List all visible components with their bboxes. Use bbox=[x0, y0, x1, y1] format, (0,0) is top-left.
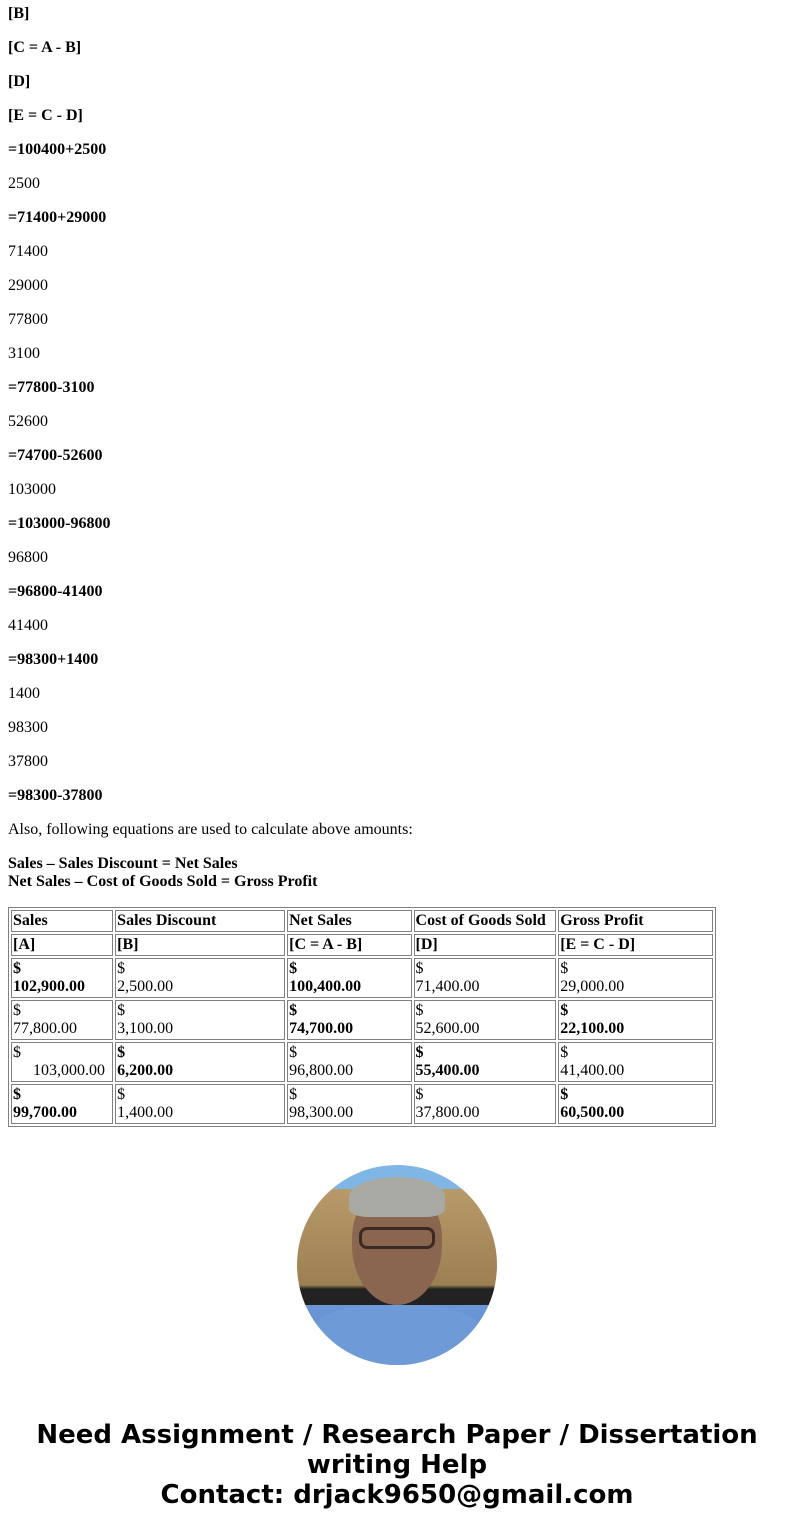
amount-cell bbox=[287, 1000, 411, 1040]
calc-line bbox=[8, 243, 786, 261]
gross-profit-table bbox=[8, 907, 716, 1127]
header-cell: [C = A - B] bbox=[287, 934, 411, 956]
amount-cell bbox=[287, 958, 411, 998]
equation-net-sales: Sales – Sales Discount = Net Sales bbox=[8, 855, 238, 872]
header-cell: [E = C - D] bbox=[558, 934, 713, 956]
calc-line bbox=[8, 345, 786, 363]
contact-email[interactable]: Contact: drjack9650@gmail.com bbox=[160, 1480, 634, 1510]
currency-symbol: $ bbox=[560, 960, 569, 977]
calc-line-text: =100400+2500 bbox=[8, 141, 107, 158]
calc-line-text: =96800-41400 bbox=[8, 583, 103, 600]
calc-line-text: =77800-3100 bbox=[8, 379, 95, 396]
calc-line bbox=[8, 413, 786, 431]
header-cell: Net Sales bbox=[287, 910, 411, 932]
calc-line-text: 98300 bbox=[8, 719, 48, 736]
amount: 3,100.00 bbox=[117, 1020, 174, 1037]
amount-cell bbox=[414, 1042, 557, 1082]
calc-line bbox=[8, 617, 786, 635]
calc-line bbox=[8, 39, 786, 57]
calc-line-text: [C = A - B] bbox=[8, 39, 82, 56]
calc-line-text: =74700-52600 bbox=[8, 447, 103, 464]
currency-symbol: $ bbox=[289, 1086, 298, 1103]
calc-line bbox=[8, 719, 786, 737]
calc-line-text: [D] bbox=[8, 73, 31, 90]
amount: 29,000.00 bbox=[560, 978, 625, 995]
currency-symbol: $ bbox=[13, 1002, 21, 1019]
currency-symbol: $ bbox=[289, 1002, 298, 1019]
amount-cell bbox=[11, 1084, 113, 1124]
calc-line-text: 37800 bbox=[8, 753, 48, 770]
amount: 103,000.00 bbox=[33, 1062, 105, 1079]
equations bbox=[8, 855, 786, 891]
amount: 71,400.00 bbox=[415, 978, 480, 995]
table-row bbox=[11, 1000, 713, 1040]
calc-line bbox=[8, 515, 786, 533]
currency-symbol: $ bbox=[117, 1086, 126, 1103]
amount: 100,400.00 bbox=[289, 978, 362, 995]
amount: 99,700.00 bbox=[13, 1104, 77, 1121]
amount-cell bbox=[115, 1084, 285, 1124]
calc-line-text: [E = C - D] bbox=[8, 107, 83, 124]
calc-line-text: 52600 bbox=[8, 413, 48, 430]
calc-line-text: =98300+1400 bbox=[8, 651, 99, 668]
currency-symbol: $ bbox=[289, 960, 298, 977]
amount-cell bbox=[414, 958, 557, 998]
banner-line-2: writing Help bbox=[306, 1450, 488, 1480]
header-cell: [A] bbox=[11, 934, 113, 956]
header-cell: Gross Profit bbox=[558, 910, 713, 932]
currency-symbol: $ bbox=[560, 1002, 569, 1019]
calc-line-text: [B] bbox=[8, 5, 30, 22]
amount-cell bbox=[115, 1042, 285, 1082]
calc-line-text: 1400 bbox=[8, 685, 40, 702]
calc-line-text: 96800 bbox=[8, 549, 48, 566]
amount: 77,800.00 bbox=[13, 1020, 77, 1037]
amount-cell bbox=[414, 1000, 557, 1040]
calc-line bbox=[8, 175, 786, 193]
currency-symbol: $ bbox=[560, 1086, 569, 1103]
amount: 37,800.00 bbox=[415, 1104, 480, 1121]
amount-cell bbox=[287, 1042, 411, 1082]
calc-line-text: 71400 bbox=[8, 243, 48, 260]
amount-cell bbox=[558, 958, 713, 998]
header-row bbox=[11, 910, 713, 932]
header-cell: [B] bbox=[115, 934, 285, 956]
calc-line bbox=[8, 787, 786, 805]
currency-symbol: $ bbox=[13, 1044, 21, 1061]
amount: 2,500.00 bbox=[117, 978, 174, 995]
calc-line bbox=[8, 651, 786, 669]
calc-line-text: =103000-96800 bbox=[8, 515, 111, 532]
header-row bbox=[11, 934, 713, 956]
amount: 98,300.00 bbox=[289, 1104, 354, 1121]
calc-line bbox=[8, 209, 786, 227]
calc-line bbox=[8, 141, 786, 159]
calc-line bbox=[8, 685, 786, 703]
amount: 1,400.00 bbox=[117, 1104, 174, 1121]
amount: 102,900.00 bbox=[13, 978, 85, 995]
amount: 96,800.00 bbox=[289, 1062, 354, 1079]
equation-gross-profit: Net Sales – Cost of Goods Sold = Gross Profit bbox=[8, 873, 318, 890]
amount: 41,400.00 bbox=[560, 1062, 625, 1079]
currency-symbol: $ bbox=[117, 960, 126, 977]
calc-line-text: 41400 bbox=[8, 617, 48, 634]
amount-cell bbox=[11, 1000, 113, 1040]
table-row bbox=[11, 1084, 713, 1124]
calc-line-text: =98300-37800 bbox=[8, 787, 103, 804]
calc-line-text: 77800 bbox=[8, 311, 48, 328]
amount-cell bbox=[558, 1042, 713, 1082]
header-cell: Cost of Goods Sold bbox=[414, 910, 557, 932]
currency-symbol: $ bbox=[13, 1086, 21, 1103]
currency-symbol: $ bbox=[415, 960, 424, 977]
calc-line bbox=[8, 549, 786, 567]
amount-cell bbox=[558, 1084, 713, 1124]
amount: 52,600.00 bbox=[415, 1020, 480, 1037]
calc-line-text: 2500 bbox=[8, 175, 40, 192]
currency-symbol: $ bbox=[415, 1002, 424, 1019]
table-row bbox=[11, 958, 713, 998]
amount-cell bbox=[115, 958, 285, 998]
banner-line-1: Need Assignment / Research Paper / Dissertation bbox=[36, 1420, 758, 1450]
amount: 55,400.00 bbox=[415, 1062, 480, 1079]
table-row bbox=[11, 1042, 713, 1082]
amount-cell bbox=[287, 1084, 411, 1124]
currency-symbol: $ bbox=[289, 1044, 298, 1061]
currency-symbol: $ bbox=[415, 1086, 424, 1103]
calc-line-text: 103000 bbox=[8, 481, 56, 498]
calc-line bbox=[8, 73, 786, 91]
currency-symbol: $ bbox=[415, 1044, 424, 1061]
calc-line bbox=[8, 583, 786, 601]
amount: 74,700.00 bbox=[289, 1020, 354, 1037]
amount: 60,500.00 bbox=[560, 1104, 625, 1121]
calc-line bbox=[8, 107, 786, 125]
intro-text: Also, following equations are used to calculate above amounts: bbox=[8, 821, 413, 838]
calc-line bbox=[8, 481, 786, 499]
amount-cell bbox=[115, 1000, 285, 1040]
calculation-lines bbox=[8, 5, 786, 805]
currency-symbol: $ bbox=[117, 1002, 126, 1019]
author-photo bbox=[297, 1165, 497, 1365]
calc-line-text: 29000 bbox=[8, 277, 48, 294]
calc-line bbox=[8, 379, 786, 397]
calc-line bbox=[8, 753, 786, 771]
currency-symbol: $ bbox=[13, 960, 21, 977]
amount: 6,200.00 bbox=[117, 1062, 174, 1079]
currency-symbol: $ bbox=[560, 1044, 569, 1061]
amount-cell bbox=[11, 958, 113, 998]
amount: 22,100.00 bbox=[560, 1020, 625, 1037]
calc-line bbox=[8, 447, 786, 465]
calc-line bbox=[8, 311, 786, 329]
amount-cell bbox=[558, 1000, 713, 1040]
calc-line-text: =71400+29000 bbox=[8, 209, 107, 226]
currency-symbol: $ bbox=[117, 1044, 126, 1061]
header-cell: Sales bbox=[11, 910, 113, 932]
amount-cell bbox=[11, 1042, 113, 1082]
contact-banner bbox=[8, 1420, 786, 1510]
calc-line bbox=[8, 277, 786, 295]
calc-line bbox=[8, 5, 786, 23]
header-cell: [D] bbox=[414, 934, 557, 956]
amount-cell bbox=[414, 1084, 557, 1124]
header-cell: Sales Discount bbox=[115, 910, 285, 932]
calc-line-text: 3100 bbox=[8, 345, 40, 362]
